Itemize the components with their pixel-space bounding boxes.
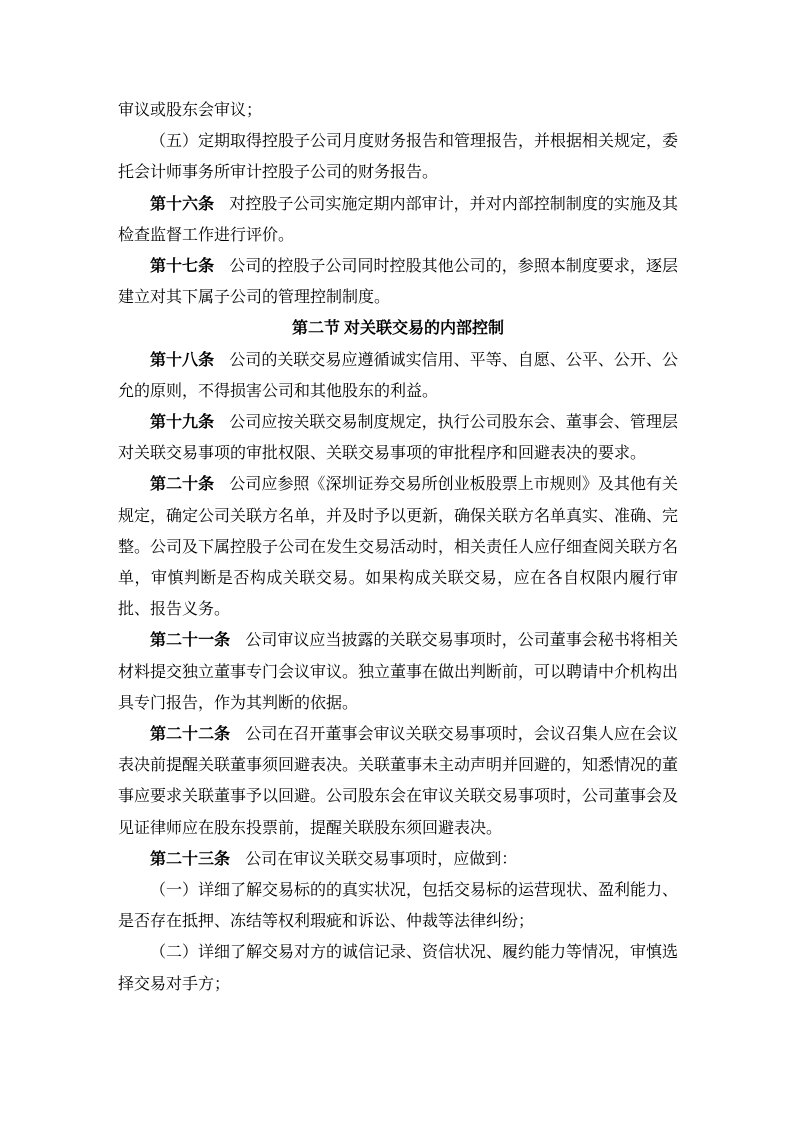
article-paragraph: [118, 407, 678, 469]
article-number: 第十八条: [150, 351, 215, 369]
paragraph: [118, 937, 678, 999]
paragraph-text: （五）定期取得控股子公司月度财务报告和管理报告，并根据相关规定，委托会计师事务所审计控股子公司的财务报告。: [118, 133, 679, 182]
article-number: 第二十一条: [150, 632, 231, 650]
article-text: 公司审议应当披露的关联交易事项时，公司董事会秘书将相关材料提交独立董事专门会议审议。独立董事在做出判断前，可以聘请中介机构出具专门报告，作为其判断的依据。: [118, 632, 679, 712]
paragraph-text: 审议或股东会审议；: [118, 102, 263, 119]
article-paragraph: [118, 345, 678, 407]
article-paragraph: [118, 469, 678, 625]
article-text: 公司应按关联交易制度规定，执行公司股东会、董事会、管理层对关联交易事项的审批权限、关联交易事项的审批程序和回避表决的要求。: [118, 414, 678, 463]
paragraph: [118, 875, 678, 937]
article-number: 第二十二条: [150, 726, 231, 744]
article-text: 对控股子公司实施定期内部审计，并对内部控制制度的实施及其检查监督工作进行评价。: [118, 195, 678, 244]
article-paragraph: [118, 251, 678, 313]
article-text: 公司应参照《深圳证券交易所创业板股票上市规则》及其他有关规定，确定公司关联方名单，并及时予以更新，确保关联方名单真实、准确、完整。公司及下属控股子公司在发生交易活动时，相关责任人应仔细查阅关联方名单，审慎判断是否构成关联交易。如果构成关联交易，应在各自权限内履行审批、报告义务。: [118, 476, 679, 619]
article-text: 公司在召开董事会审议关联交易事项时，会议召集人应在会议表决前提醒关联董事须回避表决。关联董事未主动声明并回避的，知悉情况的董事应要求关联董事予以回避。公司股东会在审议关联交易事项时，公司董事会及见证律师应在股东投票前，提醒关联股东须回避表决。: [118, 726, 679, 837]
paragraph: [118, 95, 678, 126]
article-paragraph: [118, 625, 678, 719]
article-text: 公司的控股子公司同时控股其他公司的，参照本制度要求，逐层建立对其下属子公司的管理控制制度。: [118, 258, 678, 307]
article-number: 第二十条: [150, 476, 215, 494]
document-body: [118, 95, 678, 1000]
article-paragraph: [118, 719, 678, 844]
paragraph-text: （二）详细了解交易对方的诚信记录、资信状况、履约能力等情况，审慎选择交易对手方；: [118, 944, 679, 993]
article-paragraph: [118, 844, 678, 875]
article-paragraph: [118, 189, 678, 251]
article-number: 第十九条: [150, 414, 215, 432]
paragraph-text: （一）详细了解交易标的的真实状况，包括交易标的运营现状、盈利能力、是否存在抵押、冻结等权利瑕疵和诉讼、仲裁等法律纠纷；: [118, 882, 679, 931]
section-heading-text: 第二节 对关联交易的内部控制: [291, 320, 504, 338]
article-text: 公司的关联交易应遵循诚实信用、平等、自愿、公平、公开、公允的原则，不得损害公司和其他股东的利益。: [118, 351, 678, 400]
section-heading: [118, 313, 678, 344]
article-number: 第二十三条: [150, 850, 231, 868]
article-number: 第十六条: [150, 195, 215, 213]
article-number: 第十七条: [150, 258, 215, 276]
article-text: 公司在审议关联交易事项时，应做到：: [245, 850, 518, 868]
paragraph: [118, 126, 678, 188]
